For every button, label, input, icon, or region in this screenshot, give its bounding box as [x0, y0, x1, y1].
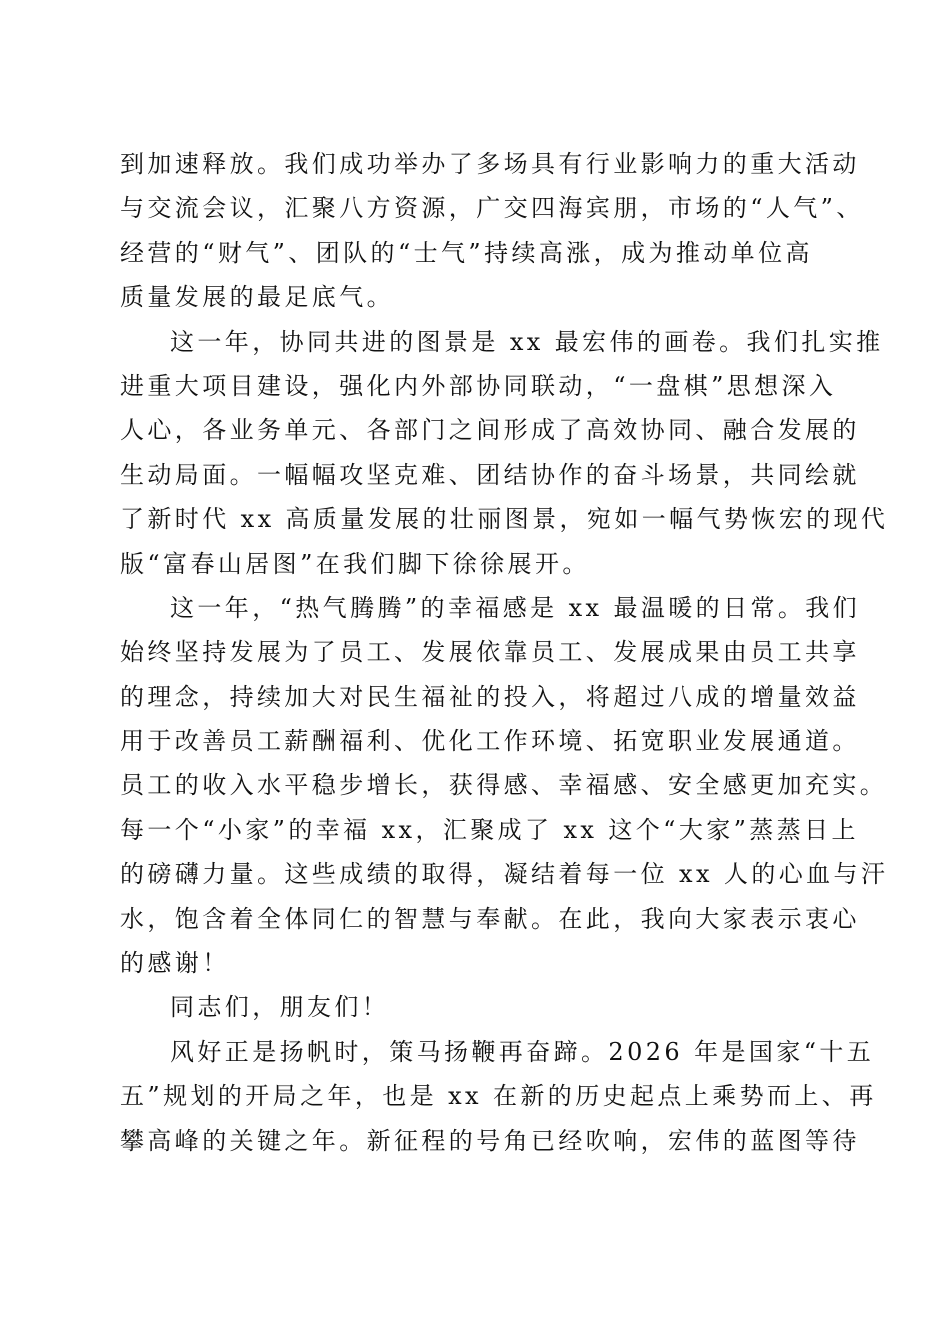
text-line: 用于改善员工薪酬福利、优化工作环境、拓宽职业发展通道。 — [120, 727, 860, 756]
paragraph-2 — [120, 320, 889, 586]
text-line: 攀高峰的关键之年。新征程的号角已经吹响，宏伟的蓝图等待 — [120, 1126, 860, 1155]
text-line: 始终坚持发展为了员工、发展依靠员工、发展成果由员工共享 — [120, 638, 860, 667]
text-line: 到加速释放。我们成功举办了多场具有行业影响力的重大活动 — [120, 150, 860, 178]
text-line: 人心，各业务单元、各部门之间形成了高效协同、融合发展的 — [120, 416, 860, 445]
document-body — [120, 142, 889, 1163]
paragraph-4 — [120, 985, 840, 1029]
text-line: 的感谢！ — [120, 949, 230, 978]
text-line: 版“富春山居图”在我们脚下徐徐展开。 — [120, 549, 590, 578]
text-line: 进重大项目建设，强化内外部协同联动，“一盘棋”思想深入 — [120, 371, 837, 400]
text-line: 水，饱含着全体同仁的智慧与奉献。在此，我向大家表示衷心 — [120, 904, 860, 933]
paragraph-3 — [120, 586, 889, 986]
text-line: 生动局面。一幅幅攻坚克难、团结协作的奋斗场景，共同绘就 — [120, 460, 860, 489]
text-line: 经营的“财气”、团队的“士气”持续高涨，成为推动单位高 — [120, 238, 813, 267]
text-line: 了新时代 xx 高质量发展的壮丽图景，宛如一幅气势恢宏的现代 — [120, 505, 889, 534]
text-line: 的磅礴力量。这些成绩的取得，凝结着每一位 xx 人的心血与汗 — [120, 860, 889, 889]
paragraph-1 — [120, 142, 864, 320]
text-line: 员工的收入水平稳步增长，获得感、幸福感、安全感更加充实。 — [120, 771, 888, 800]
text-line: 质量发展的最足底气。 — [120, 283, 394, 312]
text-line: 五”规划的开局之年，也是 xx 在新的历史起点上乘势而上、再 — [120, 1082, 877, 1111]
text-line: 与交流会议，汇聚八方资源，广交四海宾朋，市场的“人气”、 — [120, 194, 864, 223]
text-line: 的理念，持续加大对民生福祉的投入，将超过八成的增量效益 — [120, 682, 860, 711]
text-line: 每一个“小家”的幸福 xx，汇聚成了 xx 这个“大家”蒸蒸日上 — [120, 815, 859, 844]
paragraph-5 — [120, 1030, 877, 1163]
text-line: 这一年，“热气腾腾”的幸福感是 xx 最温暖的日常。我们 — [170, 593, 861, 622]
text-line: 风好正是扬帆时，策马扬鞭再奋蹄。2026 年是国家“十五 — [170, 1037, 875, 1066]
text-line: 同志们，朋友们！ — [170, 993, 390, 1022]
text-line: 这一年，协同共进的图景是 xx 最宏伟的画卷。我们扎实推 — [170, 327, 884, 356]
